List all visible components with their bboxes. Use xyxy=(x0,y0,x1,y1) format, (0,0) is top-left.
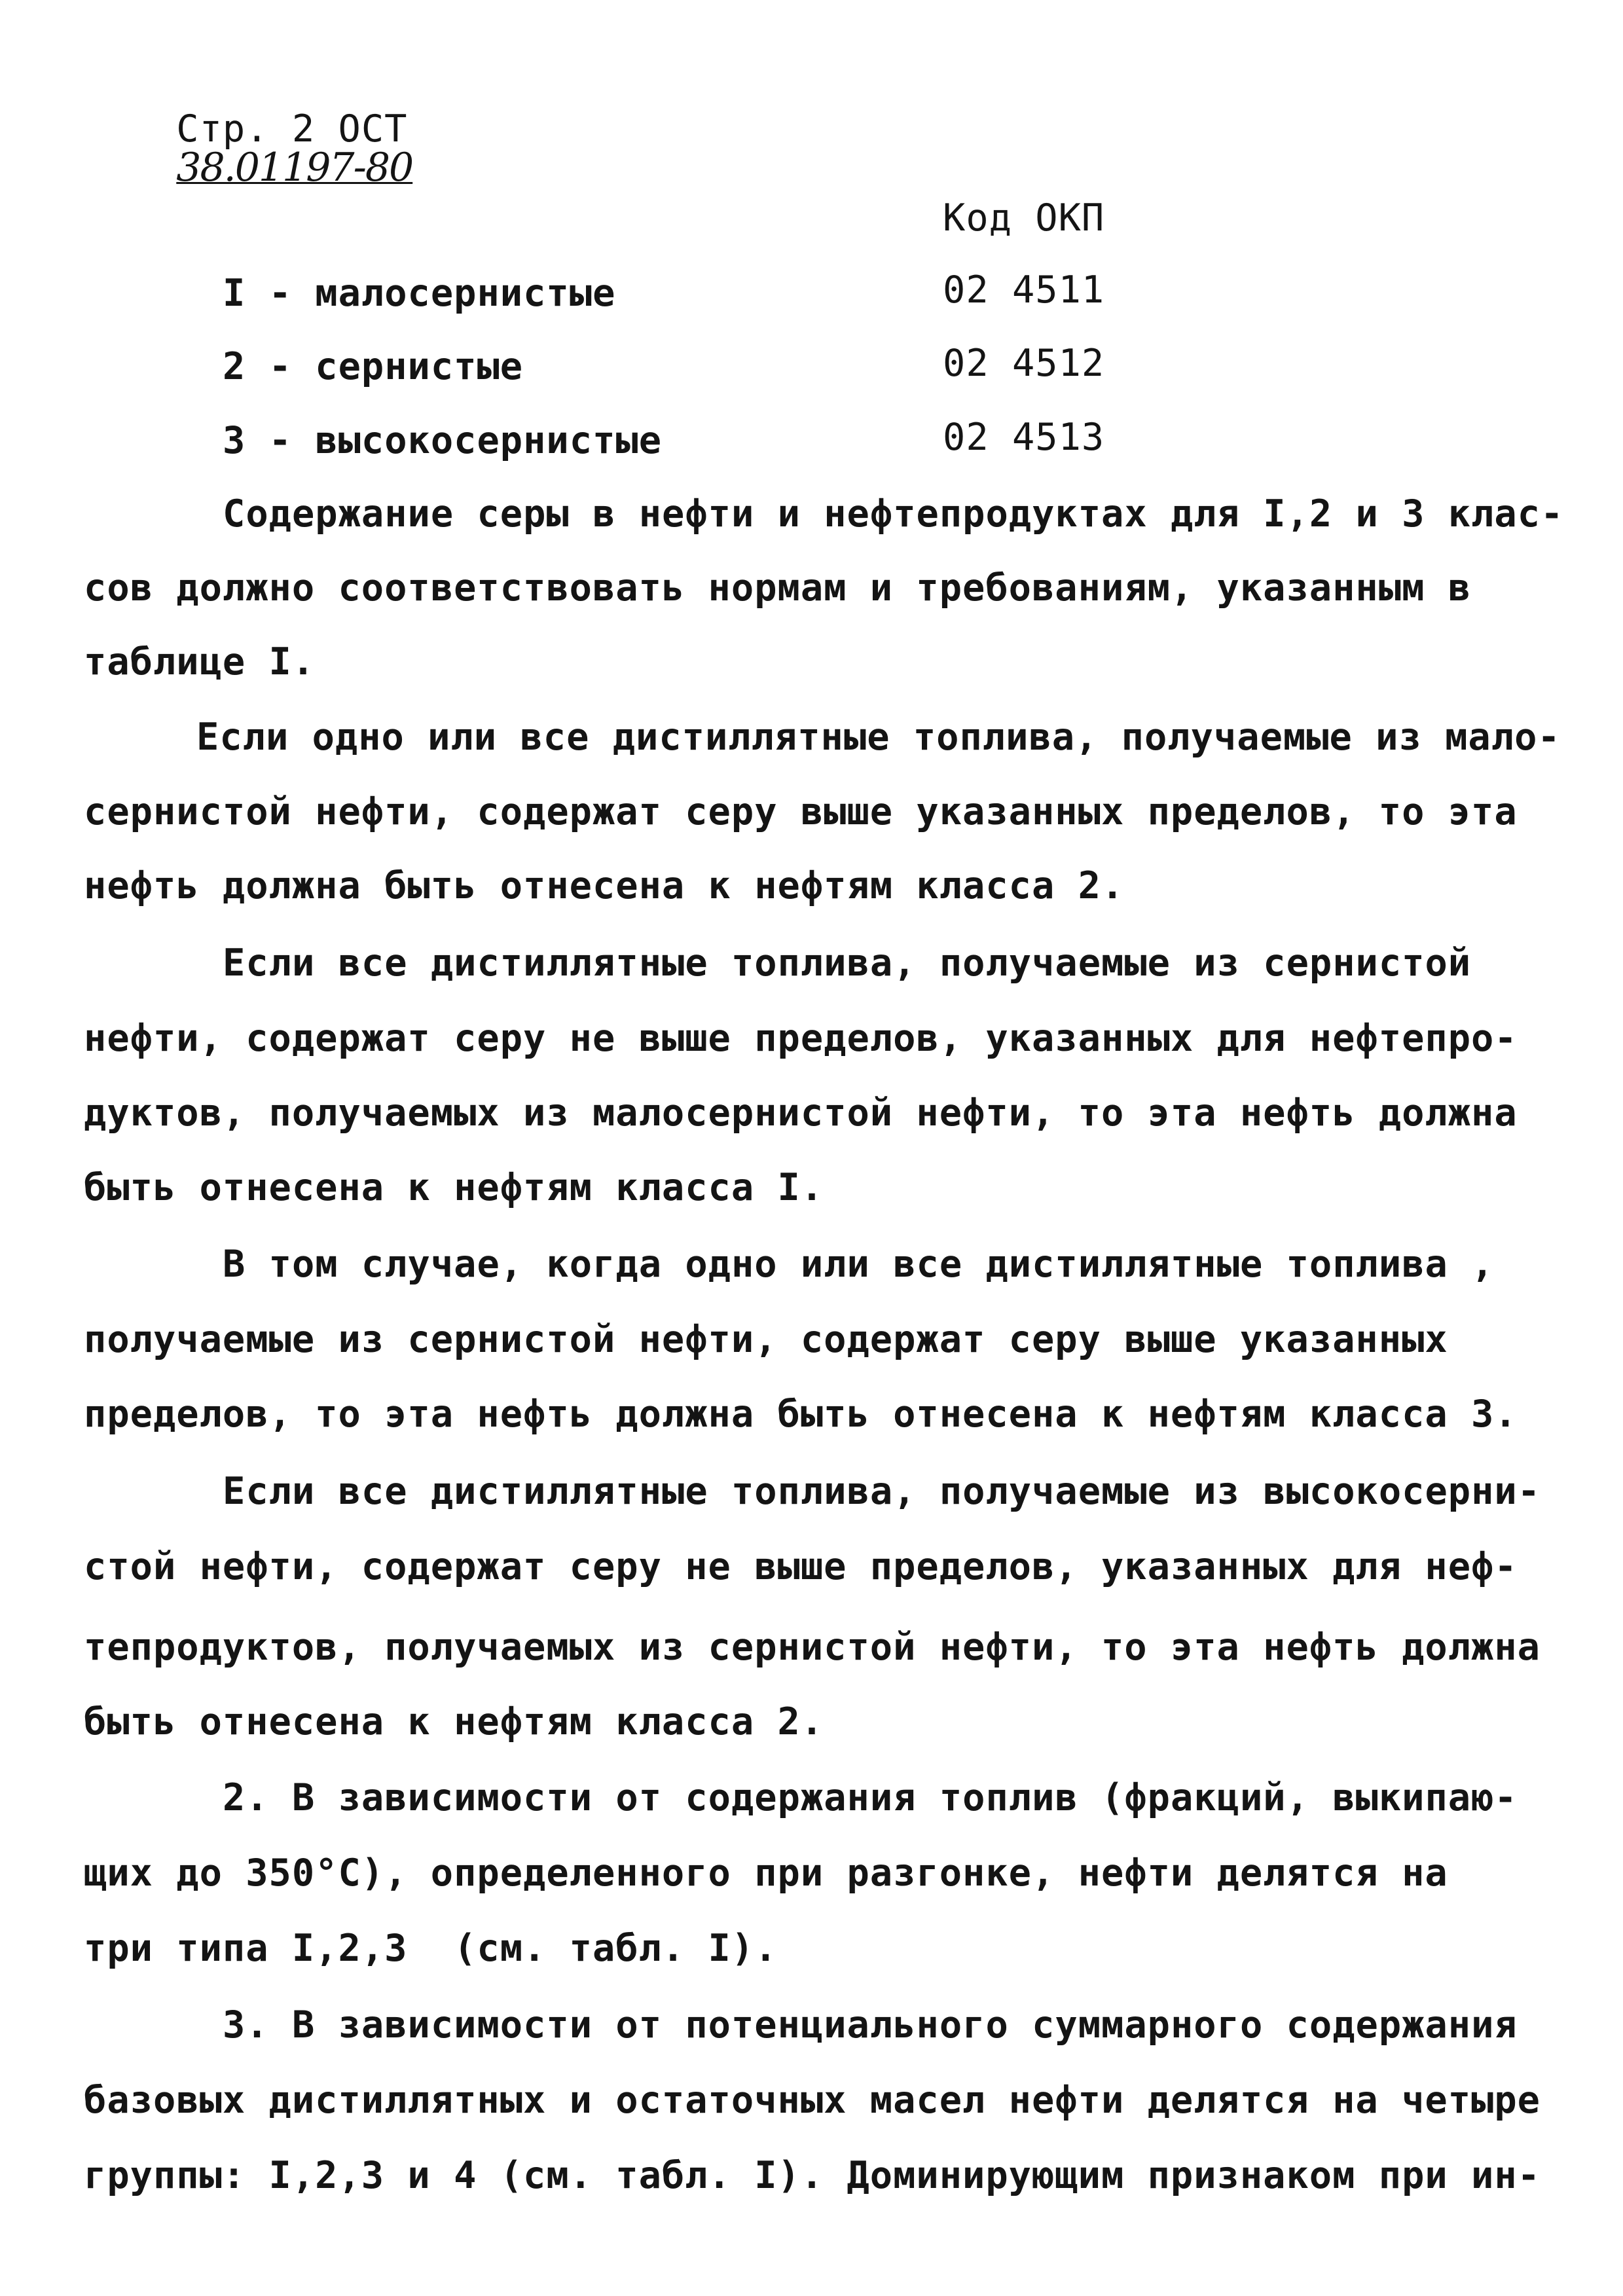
class-code: 02 4512 xyxy=(943,342,1105,385)
body-line: быть отнесена к нефтям класса 2. xyxy=(84,1700,824,1743)
body-line: Если все дистиллятные топлива, получаемые из высокосерни- xyxy=(223,1470,1541,1513)
class-label: 2 - сернистые xyxy=(223,345,524,388)
class-code: 02 4513 xyxy=(943,416,1105,459)
body-line: дуктов, получаемых из малосернистой нефти, то эта нефть должна xyxy=(84,1091,1518,1135)
class-label: I - малосернистые xyxy=(223,272,616,315)
page-prefix: Стр. 2 ОСТ xyxy=(176,107,408,151)
body-line: сернистой нефти, содержат серу выше указанных пределов, то эта xyxy=(84,790,1518,833)
body-line: В том случае, когда одно или все дистиллятные топлива , xyxy=(223,1243,1495,1286)
body-line: щих до 350°С), определенного при разгонке, нефти делятся на xyxy=(84,1851,1448,1895)
body-line: нефти, содержат серу не выше пределов, указанных для нефтепро- xyxy=(84,1017,1518,1060)
body-line: 3. В зависимости от потенциального суммарного содержания xyxy=(223,2003,1518,2047)
body-line: пределов, то эта нефть должна быть отнесена к нефтям класса 3. xyxy=(84,1393,1518,1436)
body-line: стой нефти, содержат серу не выше пределов, указанных для неф- xyxy=(84,1545,1518,1588)
body-line: получаемые из сернистой нефти, содержат серу выше указанных xyxy=(84,1318,1448,1361)
body-line: сов должно соответствовать нормам и требованиям, указанным в xyxy=(84,566,1472,610)
body-line: Если все дистиллятные топлива, получаемые из сернистой xyxy=(223,941,1472,985)
body-line: 2. В зависимости от содержания топлив (фракций, выкипаю- xyxy=(223,1776,1518,1819)
body-line: три типа I,2,3 (см. табл. I). xyxy=(84,1927,778,1970)
body-line: тепродуктов, получаемых из сернистой нефти, то эта нефть должна xyxy=(84,1626,1541,1669)
class-code: 02 4511 xyxy=(943,268,1105,312)
standard-number-handwritten: 38.01197-80 xyxy=(176,145,413,191)
body-line: быть отнесена к нефтям класса I. xyxy=(84,1166,824,1209)
code-column-header: Код ОКП xyxy=(943,196,1105,240)
body-line: базовых дистиллятных и остаточных масел нефти делятся на четыре xyxy=(84,2079,1541,2122)
body-line: Содержание серы в нефти и нефтепродуктах для I,2 и 3 клас- xyxy=(223,492,1564,536)
body-line: Если одно или все дистиллятные топлива, получаемые из мало- xyxy=(196,716,1561,759)
body-line: нефть должна быть отнесена к нефтям класса 2. xyxy=(84,864,1125,907)
page-header xyxy=(84,73,412,225)
body-line: группы: I,2,3 и 4 (см. табл. I). Доминирующим признаком при ин- xyxy=(84,2154,1541,2197)
body-line: таблице I. xyxy=(84,640,316,683)
class-label: 3 - высокосернистые xyxy=(223,419,663,462)
